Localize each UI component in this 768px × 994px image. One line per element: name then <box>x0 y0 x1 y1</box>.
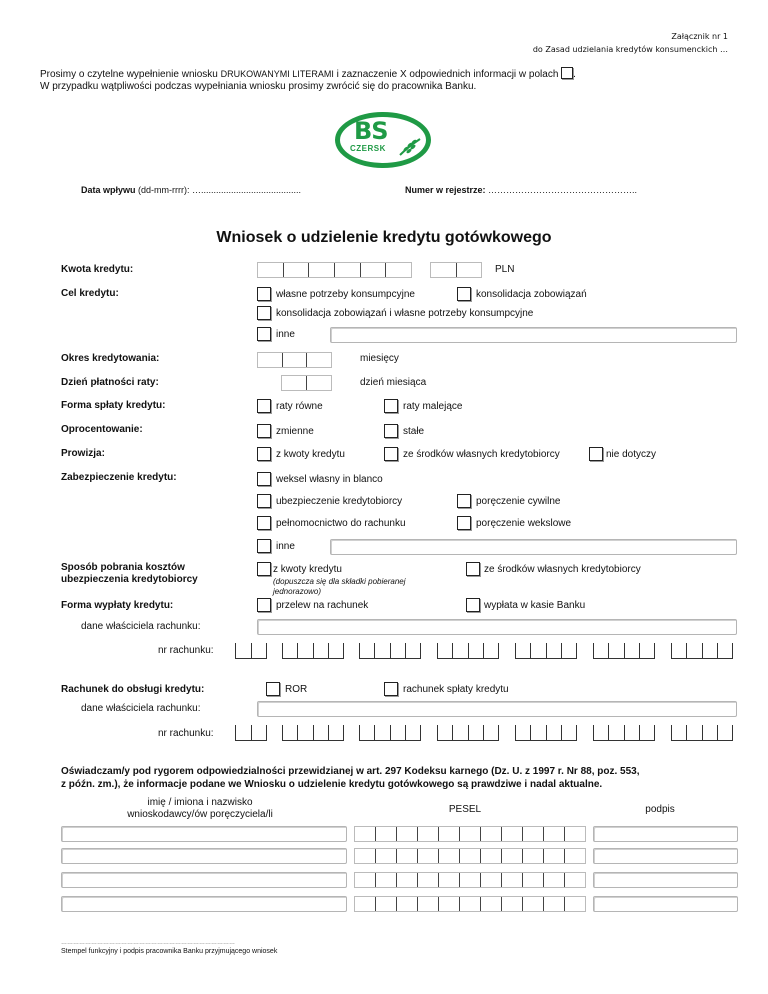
insurance-cost-label <box>61 562 198 586</box>
interest-variable-checkbox[interactable] <box>257 424 271 438</box>
service-owner-label: dane właściciela rachunku: <box>81 703 201 714</box>
interest-variable-label: zmienne <box>276 426 314 437</box>
annex-note <box>533 30 728 56</box>
insurance-from-loan-checkbox[interactable] <box>257 562 271 576</box>
service-owner-input[interactable] <box>257 701 737 717</box>
interest-fixed-label: stałe <box>403 426 425 437</box>
insurance-note-1: (dopuszcza się dla składki pobieranej <box>273 577 406 586</box>
bank-logo <box>335 112 431 168</box>
repayment-label: Forma spłaty kredytu: <box>61 400 166 411</box>
collateral-label: Zabezpieczenie kredytu: <box>61 472 177 483</box>
annex-line-2: do Zasad udzielania kredytów konsumenckich … <box>532 45 728 54</box>
declaration <box>61 765 640 791</box>
insurance-cost-label-2: ubezpieczenia kredytobiorcy <box>61 574 198 585</box>
amount-label: Kwota kredytu: <box>61 264 134 275</box>
declaration-line-2: z późn. zm.), że informacje podane we Wniosku o udzielenie kredytu gotówkowego są prawdziwe i nadal aktualne. <box>61 779 603 790</box>
payout-transfer-label: przelew na rachunek <box>276 600 369 611</box>
purpose-label: Cel kredytu: <box>61 288 119 299</box>
interest-fixed-checkbox[interactable] <box>384 424 398 438</box>
commission-own-funds-checkbox[interactable] <box>384 447 398 461</box>
page-title: Wniosek o udzielenie kredytu gotówkowego <box>216 229 552 246</box>
purpose-consolidation-own-checkbox[interactable] <box>257 306 271 320</box>
service-account-label: Rachunek do obsługi kredytu: <box>61 684 205 695</box>
repayment-equal-checkbox[interactable] <box>257 399 271 413</box>
wheat-icon <box>398 135 424 157</box>
payout-owner-input[interactable] <box>257 619 737 635</box>
signer-name-input[interactable] <box>61 848 347 864</box>
service-account-number-label: nr rachunku: <box>158 728 214 739</box>
signer-pesel-input[interactable] <box>354 826 586 842</box>
signer-pesel-input[interactable] <box>354 896 586 912</box>
commission-own-funds-label: ze środków własnych kredytobiorcy <box>403 449 560 460</box>
instructions-part1: Prosimy o czytelne wypełnienie wniosku <box>40 69 221 80</box>
date-dots[interactable]: …........................................ <box>192 185 302 195</box>
payout-cash-label: wypłata w kasie Banku <box>484 600 586 611</box>
collateral-bill-surety-checkbox[interactable] <box>457 516 471 530</box>
signatures-sign-header: podpis <box>645 804 675 815</box>
signer-name-input[interactable] <box>61 826 347 842</box>
payout-account-label: nr rachunku: <box>158 645 214 656</box>
instructions-caps: DRUKOWANYMI LITERAMI <box>220 69 334 79</box>
payout-label: Forma wypłaty kredytu: <box>61 600 174 611</box>
register-label: Numer w rejestrze: <box>405 185 486 195</box>
insurance-note-2: jednorazowo) <box>273 587 322 596</box>
instructions <box>40 67 576 93</box>
payday-unit: dzień miesiąca <box>360 377 427 388</box>
purpose-consolidation-label: konsolidacja zobowiązań <box>476 289 587 300</box>
collateral-power-of-attorney-label: pełnomocnictwo do rachunku <box>276 518 406 529</box>
date-format: (dd-mm-rrrr): <box>135 185 192 195</box>
signer-name-input[interactable] <box>61 872 347 888</box>
service-ror-checkbox[interactable] <box>266 682 280 696</box>
collateral-civil-surety-label: poręczenie cywilne <box>476 496 561 507</box>
collateral-promissory-label: weksel własny in blanco <box>276 474 383 485</box>
signatures-name-header-1: imię / imiona i nazwisko <box>147 797 253 808</box>
collateral-other-input[interactable] <box>330 539 737 555</box>
payday-label: Dzień płatności raty: <box>61 377 159 388</box>
collateral-other-checkbox[interactable] <box>257 539 271 553</box>
amount-input[interactable] <box>257 262 412 278</box>
collateral-power-of-attorney-checkbox[interactable] <box>257 516 271 530</box>
signatures-pesel-header: PESEL <box>448 804 482 815</box>
service-repayment-checkbox[interactable] <box>384 682 398 696</box>
purpose-consolidation-checkbox[interactable] <box>457 287 471 301</box>
stamp-label: Stempel funkcyjny i podpis pracownika Banku przyjmującego wniosek <box>61 948 278 955</box>
instructions-line2: W przypadku wątpliwości podczas wypełniania wniosku prosimy zwrócić się do pracownika Banku. <box>40 81 477 92</box>
payout-transfer-checkbox[interactable] <box>257 598 271 612</box>
date-label: Data wpływu <box>81 185 136 195</box>
amount-decimals-input[interactable] <box>430 262 482 278</box>
instructions-part2: i zaznaczenie X odpowiednich informacji w polach <box>333 69 562 80</box>
register-dots[interactable]: ………………………………………….. <box>485 185 638 195</box>
period-label: Okres kredytowania: <box>61 353 160 364</box>
insurance-cost-label-1: Sposób pobrania kosztów <box>61 562 185 573</box>
period-input[interactable] <box>257 352 332 368</box>
commission-from-loan-checkbox[interactable] <box>257 447 271 461</box>
stamp-dots: …………………………………………………………………………… <box>61 940 235 946</box>
purpose-other-input[interactable] <box>330 327 737 343</box>
date-received <box>81 185 301 195</box>
annex-line-1: Załącznik nr 1 <box>671 32 728 41</box>
collateral-bill-surety-label: poręczenie wekslowe <box>476 518 572 529</box>
signer-pesel-input[interactable] <box>354 848 586 864</box>
sample-checkbox-icon <box>561 67 573 79</box>
service-repayment-label: rachunek spłaty kredytu <box>403 684 509 695</box>
commission-from-loan-label: z kwoty kredytu <box>276 449 345 460</box>
logo-text-czersk: CZERSK <box>350 144 386 153</box>
signer-signature-input[interactable] <box>593 896 738 912</box>
insurance-own-funds-checkbox[interactable] <box>466 562 480 576</box>
period-unit: miesięcy <box>360 353 399 364</box>
repayment-equal-label: raty równe <box>276 401 323 412</box>
signer-signature-input[interactable] <box>593 848 738 864</box>
insurance-from-loan-label: z kwoty kredytu <box>273 564 342 575</box>
payout-owner-label: dane właściciela rachunku: <box>81 621 201 632</box>
payout-cash-checkbox[interactable] <box>466 598 480 612</box>
register-number <box>405 185 637 195</box>
signatures-name-header-2: wnioskodawcy/ów poręczyciela/li <box>127 809 273 820</box>
purpose-own-needs-label: własne potrzeby konsumpcyjne <box>276 289 415 300</box>
instructions-part3: . <box>573 69 576 80</box>
purpose-own-needs-checkbox[interactable] <box>257 287 271 301</box>
collateral-other-label: inne <box>276 541 295 552</box>
commission-label: Prowizja: <box>61 448 105 459</box>
payday-input[interactable] <box>281 375 332 391</box>
repayment-decreasing-checkbox[interactable] <box>384 399 398 413</box>
commission-na-checkbox[interactable] <box>589 447 603 461</box>
signer-pesel-input[interactable] <box>354 872 586 888</box>
collateral-promissory-checkbox[interactable] <box>257 472 271 486</box>
collateral-insurance-label: ubezpieczenie kredytobiorcy <box>276 496 403 507</box>
service-account-input[interactable] <box>235 725 740 742</box>
logo-text-bs: BS <box>354 117 388 145</box>
currency-label: PLN <box>495 264 515 275</box>
declaration-line-1: Oświadczam/y pod rygorem odpowiedzialności przewidzianej w art. 297 Kodeksu karnego (Dz. U. z 1997 r. Nr 88, poz. 553, <box>61 766 640 777</box>
insurance-note <box>273 577 406 597</box>
signer-signature-input[interactable] <box>593 826 738 842</box>
purpose-other-label: inne <box>276 329 295 340</box>
signatures-name-header <box>100 797 300 821</box>
purpose-consolidation-own-label: konsolidacja zobowiązań i własne potrzeby konsumpcyjne <box>276 308 534 319</box>
payout-account-input[interactable] <box>235 643 740 660</box>
repayment-decreasing-label: raty malejące <box>403 401 463 412</box>
interest-label: Oprocentowanie: <box>61 424 143 435</box>
collateral-civil-surety-checkbox[interactable] <box>457 494 471 508</box>
signer-name-input[interactable] <box>61 896 347 912</box>
insurance-own-funds-label: ze środków własnych kredytobiorcy <box>484 564 641 575</box>
collateral-insurance-checkbox[interactable] <box>257 494 271 508</box>
service-ror-label: ROR <box>285 684 308 695</box>
purpose-other-checkbox[interactable] <box>257 327 271 341</box>
signer-signature-input[interactable] <box>593 872 738 888</box>
commission-na-label: nie dotyczy <box>606 449 657 460</box>
